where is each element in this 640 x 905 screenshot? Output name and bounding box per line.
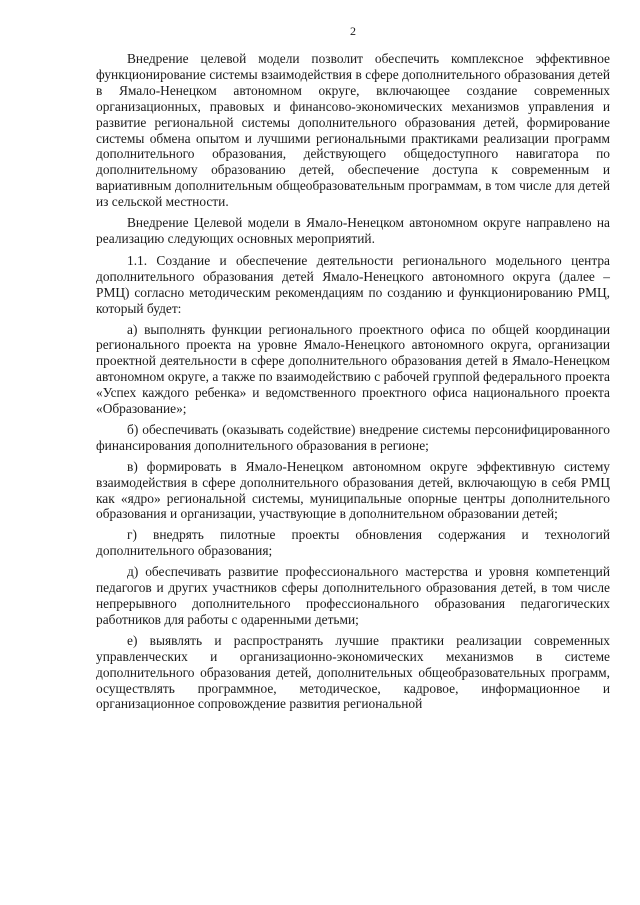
paragraph-item-b: б) обеспечивать (оказывать содействие) внедрение системы персонифицированного финансирования дополнительного образования в регионе; — [96, 421, 610, 453]
paragraph-target-model-intro: Внедрение целевой модели позволит обеспечить комплексное эффективное функционирование системы взаимодействия в сфере дополнительного образования детей в Ямало-Ненецком автономном округе, включающее создание современных организационных, правовых и финансово-экономических механизмов управления и развитие региональной системы дополнительного образования детей, формирование системы обмена опытом и лучшими региональными практиками реализации программ дополнительного образования, действующего общедоступного навигатора по дополнительному образованию детей, обеспечение доступа к современным и вариативным дополнительным общеобразовательным программам, в том числе для детей из сельской местности. — [96, 51, 610, 210]
paragraph-item-v: в) формировать в Ямало-Ненецком автономном округе эффективную систему взаимодействия в сфере дополнительного образования детей, включающую в себя РМЦ как «ядро» региональной системы, муниципальные опорные центры дополнительного образования и организации, участвующие в дополнительном образовании детей; — [96, 458, 610, 522]
paragraph-item-1-1: 1.1. Создание и обеспечение деятельности регионального модельного центра дополнительного образования детей Ямало-Ненецкого автономного округа (далее – РМЦ) согласно методическим рекомендациям по созданию и функционированию РМЦ, который будет: — [96, 252, 610, 316]
document-page — [96, 24, 610, 717]
paragraph-item-a: а) выполнять функции регионального проектного офиса по общей координации регионального проекта на уровне Ямало-Ненецкого автономного округа, организации проектной деятельности в сфере дополнительного образования детей в Ямало-Ненецком автономном округе, а также по взаимодействию с рабочей группой федерального проекта «Успех каждого ребенка» и ведомственного проектного офиса национального проекта «Образование»; — [96, 321, 610, 417]
paragraph-item-e: е) выявлять и распространять лучшие практики реализации современных управленческих и организационно-экономических механизмов в системе дополнительного образования детей, дополнительных общеобразовательных программ, осуществлять программное, методическое, кадровое, информационное и организационное сопровождение развития региональной — [96, 632, 610, 712]
paragraph-item-g: г) внедрять пилотные проекты обновления содержания и технологий дополнительного образования; — [96, 527, 610, 559]
paragraph-item-d: д) обеспечивать развитие профессионального мастерства и уровня компетенций педагогов и других участников сферы дополнительного образования детей, в том числе непрерывного дополнительного профессионального образования педагогических работников для работы с одаренными детьми; — [96, 564, 610, 627]
paragraph-measures-intro: Внедрение Целевой модели в Ямало-Ненецком автономном округе направлено на реализацию следующих основных мероприятий. — [96, 215, 610, 246]
page-number: 2 — [350, 24, 356, 38]
